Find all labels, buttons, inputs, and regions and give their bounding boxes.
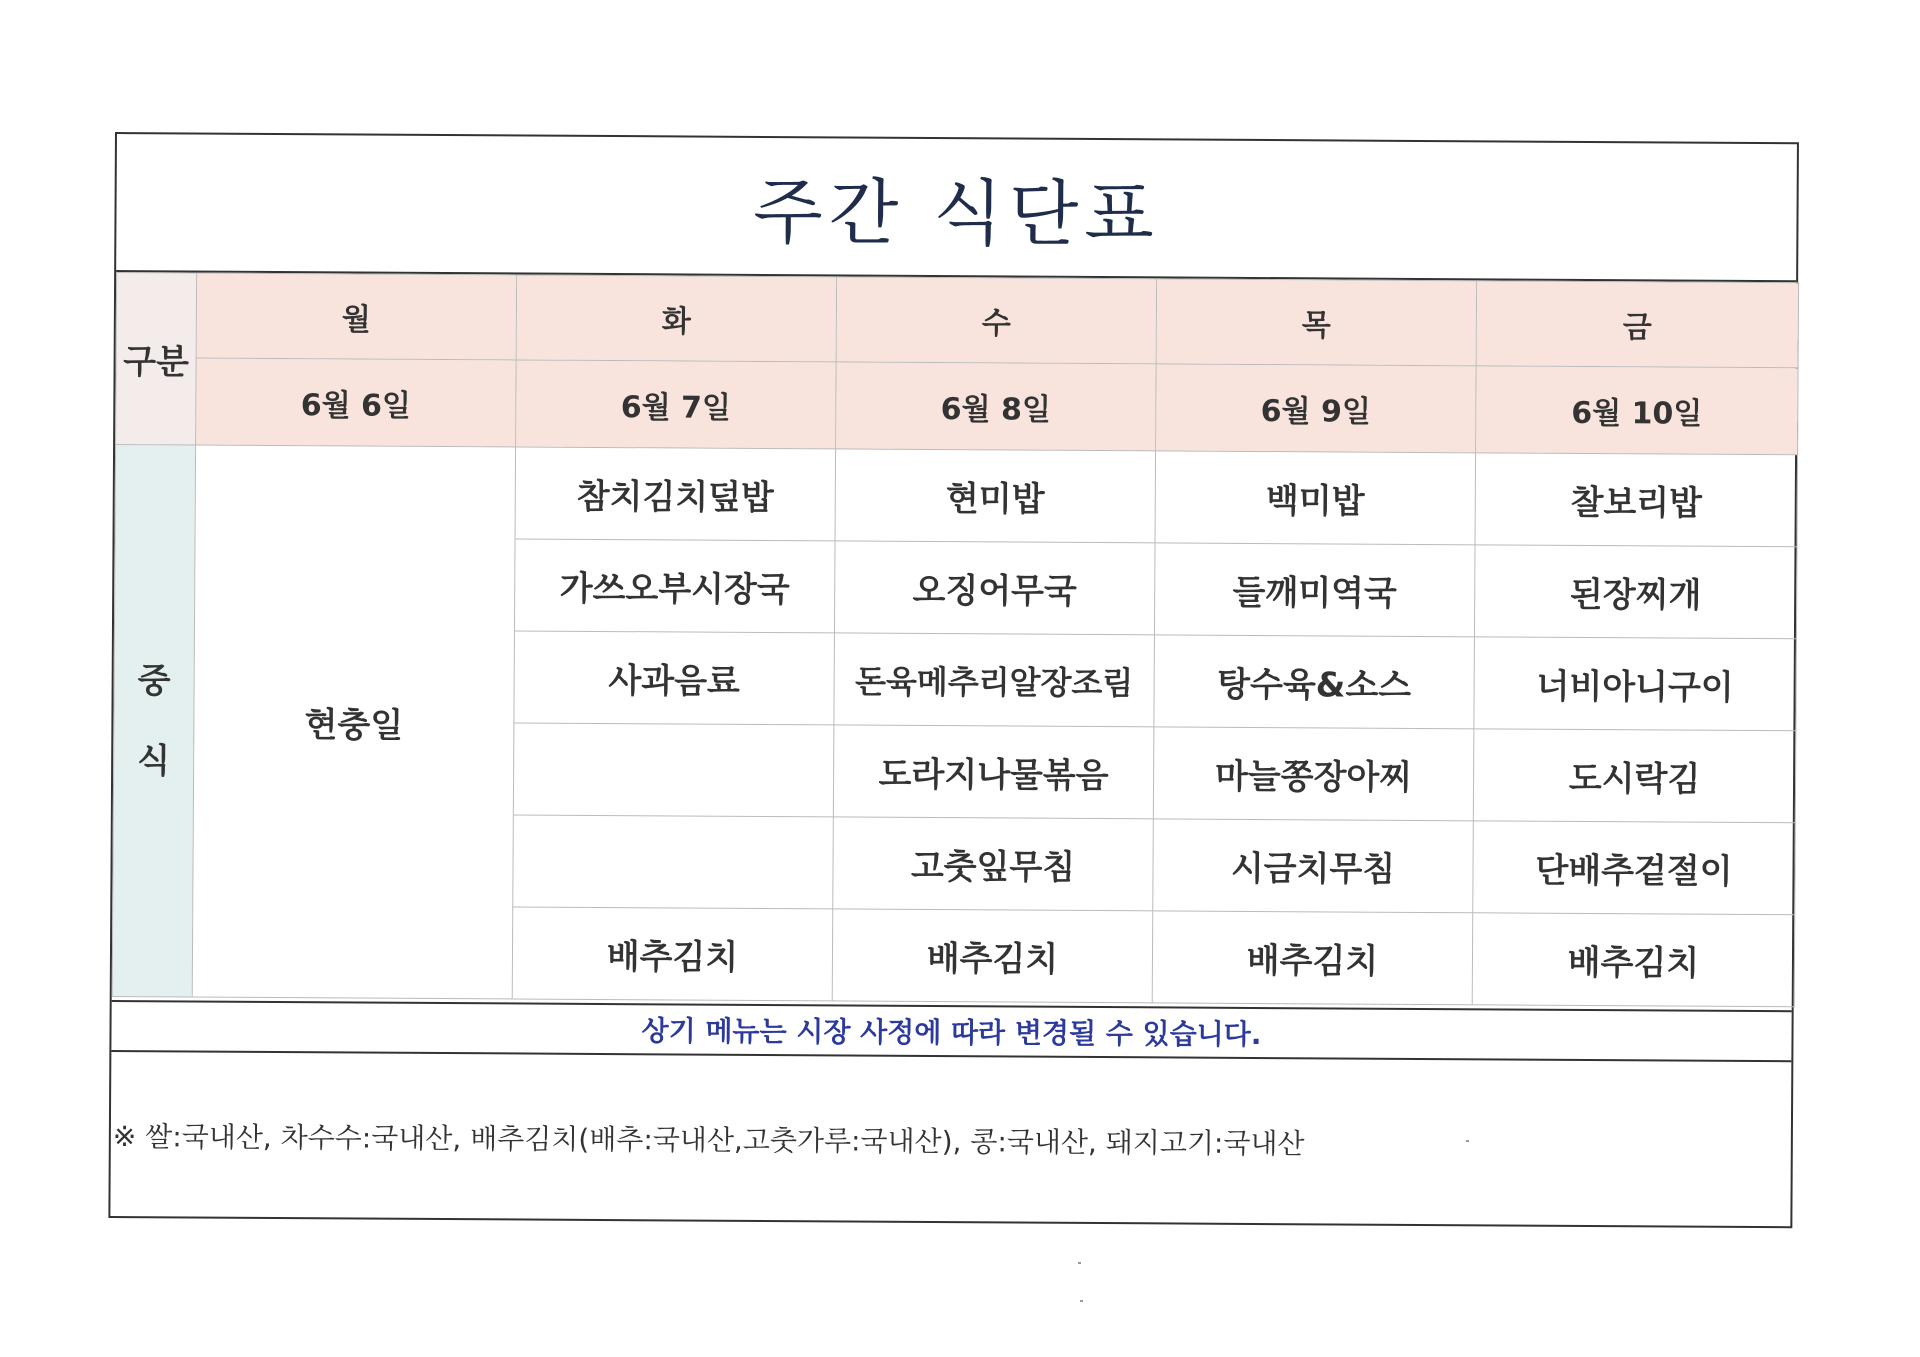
menu-item: 너비아니구이 bbox=[1474, 637, 1797, 731]
weekly-menu-table bbox=[112, 272, 1799, 1007]
date-header-mon: 6월 6일 bbox=[196, 358, 517, 447]
title-row bbox=[116, 134, 1797, 282]
day-header-thu: 목 bbox=[1156, 279, 1477, 366]
day-header-mon: 월 bbox=[196, 273, 517, 360]
date-header-wed: 6월 8일 bbox=[836, 362, 1157, 451]
date-header-thu: 6월 9일 bbox=[1156, 364, 1477, 453]
origin-text: ※ 쌀:국내산, 차수수:국내산, 배추김치(배추:국내산,고춧가루:국내산), 콩:국내산, 돼지고기:국내산 bbox=[112, 1120, 1305, 1161]
menu-item: 마늘쫑장아찌 bbox=[1153, 727, 1474, 821]
menu-item: 도라지나물볶음 bbox=[833, 725, 1154, 819]
holiday-note: 현충일 bbox=[192, 445, 515, 999]
menu-item: 배추김치 bbox=[1472, 913, 1795, 1007]
menu-item: 돈육메추리알장조림 bbox=[834, 633, 1155, 727]
menu-item: 들깨미역국 bbox=[1154, 543, 1475, 637]
menu-item: 된장찌개 bbox=[1474, 545, 1797, 639]
menu-item: 탕수육&소스 bbox=[1154, 635, 1475, 729]
notice-text: 상기 메뉴는 시장 사정에 따라 변경될 수 있습니다. bbox=[641, 1014, 1262, 1052]
menu-item: 백미밥 bbox=[1155, 451, 1476, 545]
menu-item: 가쓰오부시장국 bbox=[514, 539, 835, 633]
menu-item: 배추김치 bbox=[1152, 911, 1473, 1005]
menu-item: 배추김치 bbox=[832, 909, 1153, 1003]
menu-item: 단배추겉절이 bbox=[1473, 821, 1796, 915]
menu-item: 오징어무국 bbox=[834, 541, 1155, 635]
menu-item: 사과음료 bbox=[514, 631, 835, 725]
menu-item bbox=[513, 723, 834, 817]
menu-item bbox=[513, 815, 834, 909]
date-header-tue: 6월 7일 bbox=[516, 360, 837, 449]
date-header-fri: 6월 10일 bbox=[1476, 366, 1799, 455]
menu-item: 찰보리밥 bbox=[1475, 453, 1798, 547]
day-header-wed: 수 bbox=[836, 277, 1157, 364]
category-header: 구분 bbox=[116, 273, 197, 445]
scan-speck bbox=[1080, 1300, 1083, 1302]
day-header-fri: 금 bbox=[1476, 281, 1799, 368]
menu-item: 현미밥 bbox=[835, 449, 1156, 543]
origin-info bbox=[110, 1052, 1791, 1228]
day-header-tue: 화 bbox=[516, 275, 837, 362]
scan-speck bbox=[1466, 1140, 1469, 1142]
menu-item: 배추김치 bbox=[512, 907, 833, 1001]
scan-speck bbox=[1078, 1262, 1081, 1264]
menu-item: 시금치무침 bbox=[1153, 819, 1474, 913]
menu-sheet bbox=[108, 132, 1799, 1228]
menu-item: 참치김치덮밥 bbox=[515, 447, 836, 541]
menu-item: 고춧잎무침 bbox=[833, 817, 1154, 911]
meal-label-lunch: 중 식 bbox=[112, 445, 195, 997]
menu-item: 도시락김 bbox=[1473, 729, 1796, 823]
page-title: 주간 식단표 bbox=[752, 169, 1161, 257]
